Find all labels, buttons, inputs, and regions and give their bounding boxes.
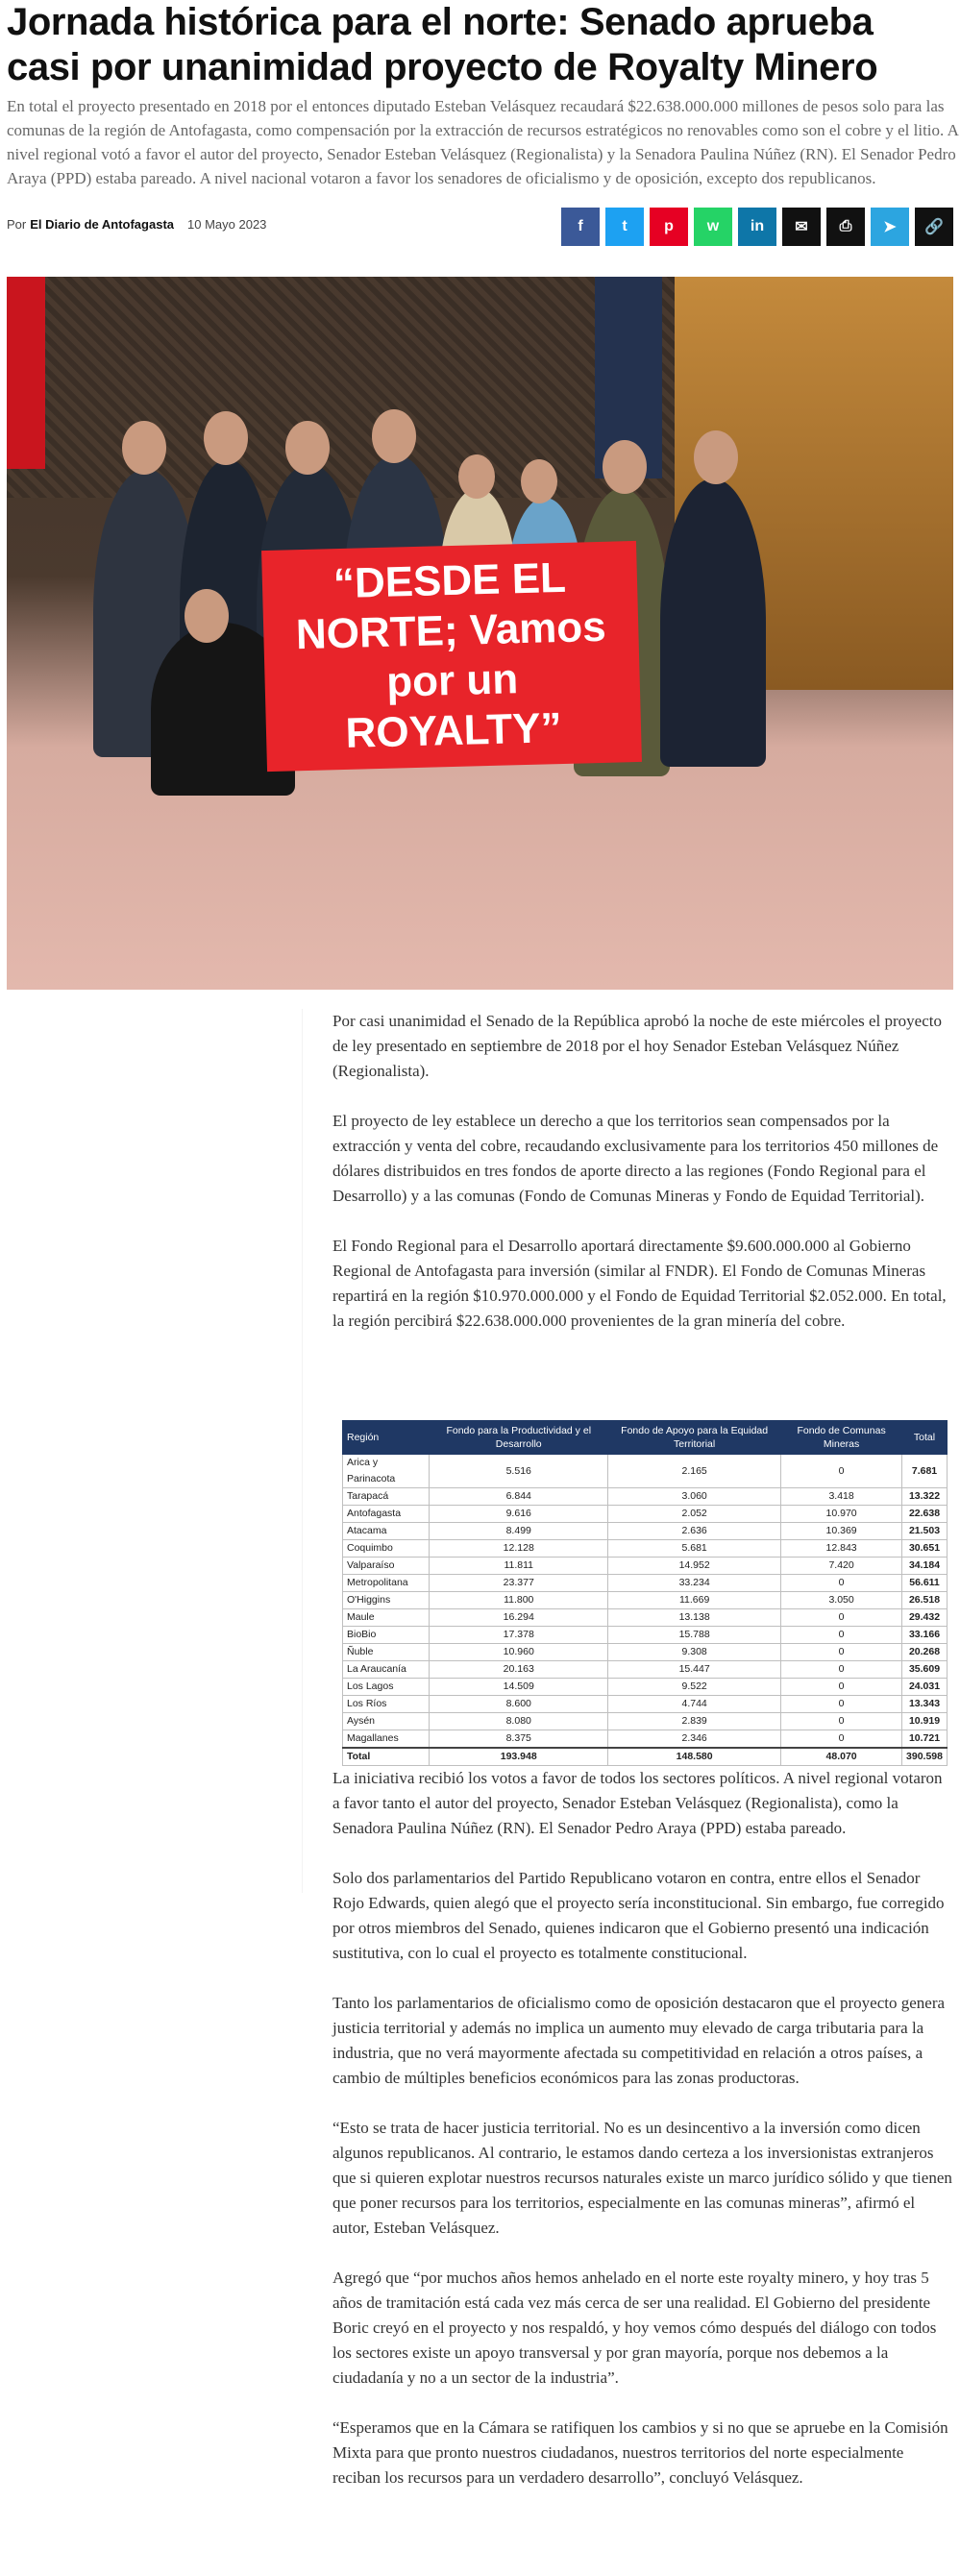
paragraph: El Fondo Regional para el Desarrollo aportará directamente $9.600.000.000 al Gobierno Regional de Antofagasta para inversión (similar al FNDR). El Fondo de Comunas Mineras repartirá en la región $10.970.000.000 y el Fondo de Equidad Territorial $2.052.000. En total, la región percibirá $22.638.000.000 provenientes de la gran minería del cobre. [332, 1237, 947, 1330]
paragraph: La iniciativa recibió los votos a favor de todos los sectores políticos. A nivel regional votaron a favor tanto el autor del proyecto, Senador Esteban Velásquez (Regionalista), como la Senadora Paulina Núñez (RN). El Senador Pedro Araya (PPD) estaba pareado. [332, 1769, 943, 1837]
article-body-bottom [332, 1766, 952, 2515]
table-cell: Tarapacá [343, 1488, 430, 1506]
paragraph: Por casi unanimidad el Senado de la República aprobó la noche de este miércoles el proyecto de ley presentado en septiembre de 2018 por el hoy Senador Esteban Velásquez Núñez (Regionalista). [332, 1012, 942, 1080]
table-cell: 29.432 [902, 1609, 948, 1627]
table-cell: Maule [343, 1609, 430, 1627]
table-cell: 33.166 [902, 1627, 948, 1644]
table-cell: Coquimbo [343, 1540, 430, 1558]
share-buttons [561, 208, 953, 246]
table-row [343, 1644, 948, 1661]
twitter-icon: t [622, 218, 628, 234]
table-cell: 5.516 [430, 1455, 608, 1488]
table-cell: 2.165 [608, 1455, 781, 1488]
article-headline: Jornada histórica para el norte: Senado aprueba casi por unanimidad proyecto de Royalty Minero [7, 1, 878, 88]
table-total-cell: 193.948 [430, 1748, 608, 1766]
table-cell: 0 [781, 1627, 902, 1644]
table-total-cell: 148.580 [608, 1748, 781, 1766]
table-cell: 2.839 [608, 1713, 781, 1730]
paragraph: “Esperamos que en la Cámara se ratifiquen los cambios y si no que se apruebe en la Comisión Mixta para que pronto nuestros ciudadanos, nuestros territorios del norte especialmente reciban los recursos para un verdadero desarrollo”, concluyó Velásquez. [332, 2418, 948, 2487]
table-cell: Atacama [343, 1523, 430, 1540]
table-cell: 7.420 [781, 1558, 902, 1575]
table-cell: 3.060 [608, 1488, 781, 1506]
table-row [343, 1696, 948, 1713]
byline-author[interactable]: El Diario de Antofagasta [30, 217, 175, 232]
table-row [343, 1523, 948, 1540]
table-cell: 16.294 [430, 1609, 608, 1627]
share-facebook-button[interactable] [561, 208, 600, 246]
email-icon: ✉ [795, 219, 808, 235]
share-twitter-button[interactable] [605, 208, 644, 246]
table-cell: 35.609 [902, 1661, 948, 1679]
table-cell: Los Ríos [343, 1696, 430, 1713]
table-total-row [343, 1748, 948, 1766]
table-cell: Ñuble [343, 1644, 430, 1661]
table-total-cell: 390.598 [902, 1748, 948, 1766]
photo-banner: “DESDE EL NORTE; Vamos por un ROYALTY” [261, 541, 642, 772]
share-email-button[interactable] [782, 208, 821, 246]
paragraph: Tanto los parlamentarios de oficialismo como de oposición destacaron que el proyecto genera justicia territorial y además no implica un aumento muy elevado de carga tributaria para la industria, que no verá mayormente afectada su competitividad en relación a otros países, a cambio de múltiples beneficios económicos para las zonas productoras. [332, 1994, 946, 2087]
table-cell: Aysén [343, 1713, 430, 1730]
table-row [343, 1679, 948, 1696]
table-cell: 7.681 [902, 1455, 948, 1488]
table-cell: 14.509 [430, 1679, 608, 1696]
table-cell: 15.447 [608, 1661, 781, 1679]
table-cell: 12.843 [781, 1540, 902, 1558]
table-cell: 5.681 [608, 1540, 781, 1558]
table-cell: 14.952 [608, 1558, 781, 1575]
table-cell: O'Higgins [343, 1592, 430, 1609]
table-row [343, 1592, 948, 1609]
table-cell: 3.418 [781, 1488, 902, 1506]
telegram-icon: ➤ [883, 219, 897, 235]
share-pinterest-button[interactable] [650, 208, 688, 246]
table-cell: 0 [781, 1679, 902, 1696]
table-cell: 26.518 [902, 1592, 948, 1609]
byline-date: 10 Mayo 2023 [187, 217, 267, 232]
table-cell: 9.522 [608, 1679, 781, 1696]
table-header-cell: Total [902, 1421, 948, 1455]
table-cell: 13.322 [902, 1488, 948, 1506]
table-cell: 34.184 [902, 1558, 948, 1575]
table-cell: 10.721 [902, 1730, 948, 1749]
table-cell: Arica y Parinacota [343, 1455, 430, 1488]
article-lead: En total el proyecto presentado en 2018 por el entonces diputado Esteban Velásquez recaudará $22.638.000.000 millones de pesos solo para las comunas de la región de Antofagasta, como compensación por la extracción de recursos estratégicos no renovables como son el cobre y el litio. A nivel regional votó a favor el autor del proyecto, Senador Esteban Velásquez (Regionalista) y la Senadora Paulina Núñez (RN). El Senador Pedro Araya (PPD) estaba pareado. A nivel nacional votaron a favor los senadores de oficialismo y de oposición, excepto dos republicanos. [7, 97, 958, 187]
table-cell: 0 [781, 1713, 902, 1730]
table-total-cell: 48.070 [781, 1748, 902, 1766]
paragraph: Agregó que “por muchos años hemos anhelado en el norte este royalty minero, y hoy tras 5 años de tramitación está cada vez más cerca de ser una realidad. El Gobierno del presidente Boric creyó en el proyecto y nos respaldó, y hoy vemos cómo después del diálogo con todos los sectores existe un apoyo transversal y por gran mayoría, porque nos debemos a la ciudadanía y no a un sector de la industria”. [332, 2269, 937, 2387]
photo-chile-flag [7, 277, 45, 469]
table-cell: 11.669 [608, 1592, 781, 1609]
table-cell: 21.503 [902, 1523, 948, 1540]
table-cell: 2.346 [608, 1730, 781, 1749]
paragraph: El proyecto de ley establece un derecho a que los territorios sean compensados por la extracción y venta del cobre, recaudando exclusivamente para los territorios 450 millones de dólares distribuidos en tres fondos de aporte directo a las regiones (Fondo Regional para el Desarrollo) y a las comunas (Fondo de Comunas Mineras y Fondo de Equidad Territorial). [332, 1112, 939, 1205]
table-cell: 30.651 [902, 1540, 948, 1558]
byline-prefix: Por [7, 217, 27, 232]
table-cell: 24.031 [902, 1679, 948, 1696]
table-cell: 2.052 [608, 1506, 781, 1523]
table-row [343, 1455, 948, 1488]
table-cell: 8.499 [430, 1523, 608, 1540]
table-cell: 0 [781, 1696, 902, 1713]
table-cell: 56.611 [902, 1575, 948, 1592]
print-icon: ⎙ [839, 218, 852, 234]
pinterest-icon: p [664, 218, 674, 234]
table-cell: 11.811 [430, 1558, 608, 1575]
table-cell: 13.138 [608, 1609, 781, 1627]
table-cell: 0 [781, 1730, 902, 1749]
table-cell: 12.128 [430, 1540, 608, 1558]
article-body-top [332, 1009, 952, 1359]
paragraph: Solo dos parlamentarios del Partido Republicano votaron en contra, entre ellos el Senador Rojo Edwards, quien alegó que el proyecto sería inconstitucional. Sin embargo, fue corregido por otros miembros del Senado, quienes indicaron que el Gobierno presentó una indicación sustitutiva, con lo cual el proyecto es totalmente constitucional. [332, 1869, 945, 1962]
table-cell: Magallanes [343, 1730, 430, 1749]
table-cell: 10.369 [781, 1523, 902, 1540]
table-cell: 20.268 [902, 1644, 948, 1661]
table-header-cell: Fondo de Comunas Mineras [781, 1421, 902, 1455]
table-row [343, 1730, 948, 1749]
table-cell: 0 [781, 1455, 902, 1488]
table-header-cell: Fondo para la Productividad y el Desarrollo [430, 1421, 608, 1455]
table-cell: 2.636 [608, 1523, 781, 1540]
share-telegram-button[interactable] [871, 208, 909, 246]
linkedin-icon: in [750, 218, 765, 234]
share-print-button[interactable] [826, 208, 865, 246]
table-cell: Antofagasta [343, 1506, 430, 1523]
table-cell: 0 [781, 1644, 902, 1661]
table-cell: 33.234 [608, 1575, 781, 1592]
table-cell: 0 [781, 1575, 902, 1592]
table-header-cell: Región [343, 1421, 430, 1455]
table-total-cell: Total [343, 1748, 430, 1766]
table-cell: 10.919 [902, 1713, 948, 1730]
table-row [343, 1506, 948, 1523]
share-linkedin-button[interactable] [738, 208, 776, 246]
table-cell: 0 [781, 1609, 902, 1627]
table-cell: 8.600 [430, 1696, 608, 1713]
table-cell: 11.800 [430, 1592, 608, 1609]
table-cell: 10.970 [781, 1506, 902, 1523]
byline [7, 217, 266, 232]
table-cell: 0 [781, 1661, 902, 1679]
table-cell: 9.616 [430, 1506, 608, 1523]
table-header-cell: Fondo de Apoyo para la Equidad Territorial [608, 1421, 781, 1455]
table-row [343, 1627, 948, 1644]
table-cell: Los Lagos [343, 1679, 430, 1696]
table-row [343, 1575, 948, 1592]
paragraph: “Esto se trata de hacer justicia territorial. No es un desincentivo a la inversión como dicen algunos republicanos. Al contrario, le estamos dando certeza a los inversionistas extranjeros que si quieren explotar nuestros recursos naturales existe un marco jurídico sólido y que tienen que poner recursos para los territorios, especialmente en las comunas mineras”, afirmó el autor, Esteban Velásquez. [332, 2119, 952, 2237]
table-cell: 9.308 [608, 1644, 781, 1661]
article-photo [7, 277, 953, 990]
table-row [343, 1661, 948, 1679]
sidebar-ad-area [7, 1009, 303, 1893]
table-row [343, 1558, 948, 1575]
share-whatsapp-button[interactable] [694, 208, 732, 246]
table-row [343, 1540, 948, 1558]
table-cell: 4.744 [608, 1696, 781, 1713]
table-cell: 6.844 [430, 1488, 608, 1506]
table-cell: 20.163 [430, 1661, 608, 1679]
table-row [343, 1609, 948, 1627]
table-cell: 23.377 [430, 1575, 608, 1592]
table-cell: La Araucanía [343, 1661, 430, 1679]
copy-link-icon: 🔗 [924, 219, 944, 235]
table-cell: 8.375 [430, 1730, 608, 1749]
table-cell: 17.378 [430, 1627, 608, 1644]
share-copy-link-button[interactable] [915, 208, 953, 246]
table-row [343, 1488, 948, 1506]
table-row [343, 1713, 948, 1730]
table-cell: 15.788 [608, 1627, 781, 1644]
table-cell: Metropolitana [343, 1575, 430, 1592]
table-cell: 3.050 [781, 1592, 902, 1609]
table-cell: BioBio [343, 1627, 430, 1644]
table-cell: 13.343 [902, 1696, 948, 1713]
table-cell: Valparaíso [343, 1558, 430, 1575]
facebook-icon: f [578, 218, 583, 234]
royalty-table [342, 1420, 948, 1766]
table-cell: 22.638 [902, 1506, 948, 1523]
whatsapp-icon: w [706, 218, 720, 234]
table-cell: 8.080 [430, 1713, 608, 1730]
table-cell: 10.960 [430, 1644, 608, 1661]
